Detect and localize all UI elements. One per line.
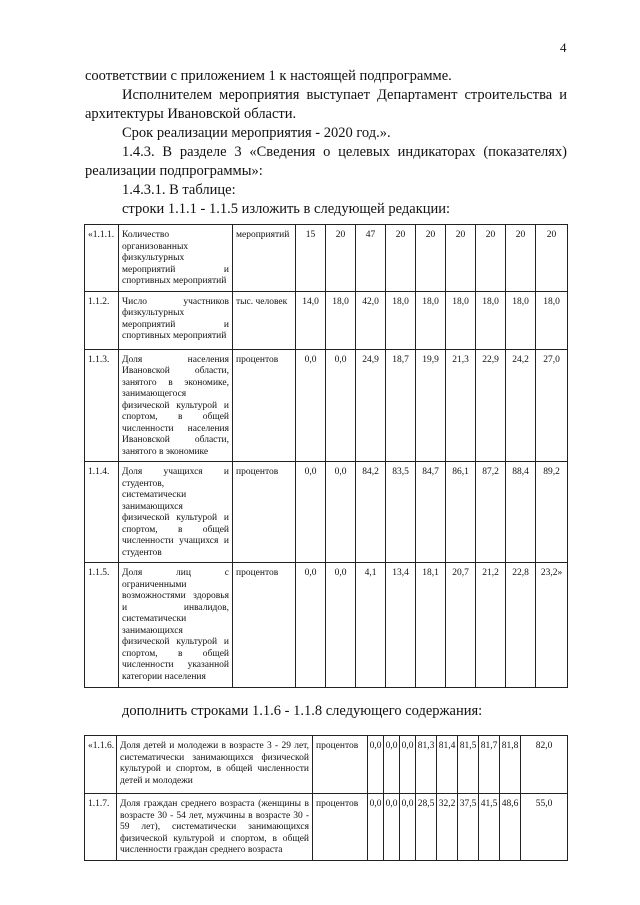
indicator-name: Доля населения Ивановской области, занятого в экономике, занимающегося физической культурой и спортом, в общей численности населения Ивановской области, занятого в экономике — [119, 349, 233, 462]
table-row — [85, 736, 568, 794]
value-cell: 81,8 — [500, 736, 521, 794]
value-cell: 18,1 — [416, 563, 446, 688]
paragraph-table-note: 1.4.3.1. В таблице: — [122, 182, 236, 198]
paragraph-executor: Исполнителем мероприятия выступает Департамент строительства и архитектуры Ивановской области. — [85, 87, 567, 122]
value-cell: 83,5 — [386, 462, 416, 563]
value-cell: 84,7 — [416, 462, 446, 563]
value-cell: 18,0 — [536, 291, 568, 349]
value-cell: 0,0 — [326, 349, 356, 462]
value-cell: 18,0 — [386, 291, 416, 349]
unit: тыс. человек — [233, 291, 296, 349]
value-cell: 23,2» — [536, 563, 568, 688]
unit: процентов — [313, 794, 368, 861]
value-cell: 48,6 — [500, 794, 521, 861]
value-cell: 0,0 — [326, 462, 356, 563]
value-cell: 20 — [416, 225, 446, 292]
value-cell: 41,5 — [479, 794, 500, 861]
value-cell: 18,0 — [326, 291, 356, 349]
row-number: «1.1.1. — [85, 225, 119, 292]
value-cell: 0,0 — [400, 736, 416, 794]
value-cell: 47 — [356, 225, 386, 292]
value-cell: 81,4 — [437, 736, 458, 794]
paragraph-rows-edit: строки 1.1.1 - 1.1.5 изложить в следующей редакции: — [122, 201, 451, 217]
value-cell: 18,0 — [476, 291, 506, 349]
value-cell: 0,0 — [296, 462, 326, 563]
value-cell: 37,5 — [458, 794, 479, 861]
value-cell: 24,2 — [506, 349, 536, 462]
value-cell: 0,0 — [296, 349, 326, 462]
value-cell: 21,3 — [446, 349, 476, 462]
value-cell: 0,0 — [384, 736, 400, 794]
value-cell: 28,5 — [416, 794, 437, 861]
value-cell: 0,0 — [384, 794, 400, 861]
indicator-name: Доля учащихся и студентов, систематически занимающихся физической культурой и спортом, в общей численности учащихся и студентов — [119, 462, 233, 563]
table-row — [85, 462, 568, 563]
value-cell: 89,2 — [536, 462, 568, 563]
value-cell: 13,4 — [386, 563, 416, 688]
value-cell: 21,2 — [476, 563, 506, 688]
value-cell: 88,4 — [506, 462, 536, 563]
value-cell: 81,3 — [416, 736, 437, 794]
unit: процентов — [313, 736, 368, 794]
unit: мероприятий — [233, 225, 296, 292]
value-cell: 20 — [506, 225, 536, 292]
paragraph-section-3: 1.4.3. В разделе 3 «Сведения о целевых индикаторах (показателях) реализации подпрограммы»: — [85, 144, 567, 179]
table-row — [85, 349, 568, 462]
value-cell: 86,1 — [446, 462, 476, 563]
indicators-table-2 — [84, 735, 568, 861]
unit: процентов — [233, 349, 296, 462]
row-number: 1.1.5. — [85, 563, 119, 688]
value-cell: 15 — [296, 225, 326, 292]
value-cell: 0,0 — [400, 794, 416, 861]
value-cell: 22,9 — [476, 349, 506, 462]
value-cell: 81,7 — [479, 736, 500, 794]
value-cell: 18,0 — [416, 291, 446, 349]
value-cell: 84,2 — [356, 462, 386, 563]
indicators-table-1 — [84, 224, 568, 688]
row-number: 1.1.2. — [85, 291, 119, 349]
value-cell: 0,0 — [326, 563, 356, 688]
indicator-name: Доля лиц с ограниченными возможностями здоровья и инвалидов, систематически занимающихся физической культурой и спортом, в общей численности указанной категории населения — [119, 563, 233, 688]
paragraph-add-rows: дополнить строками 1.1.6 - 1.1.8 следующего содержания: — [122, 703, 483, 719]
table-row — [85, 563, 568, 688]
indicator-name: Число участников физкультурных мероприятий и спортивных мероприятий — [119, 291, 233, 349]
page-number: 4 — [560, 40, 567, 55]
paragraph-term: Срок реализации мероприятия - 2020 год.». — [122, 125, 391, 141]
value-cell: 18,0 — [446, 291, 476, 349]
value-cell: 81,5 — [458, 736, 479, 794]
value-cell: 42,0 — [356, 291, 386, 349]
value-cell: 0,0 — [368, 736, 384, 794]
value-cell: 4,1 — [356, 563, 386, 688]
value-cell: 27,0 — [536, 349, 568, 462]
value-cell: 24,9 — [356, 349, 386, 462]
value-cell: 18,7 — [386, 349, 416, 462]
value-cell: 20,7 — [446, 563, 476, 688]
value-cell: 32,2 — [437, 794, 458, 861]
row-number: «1.1.6. — [85, 736, 117, 794]
indicator-name: Доля граждан среднего возраста (женщины в возрасте 30 - 54 лет, мужчины в возрасте 30 - 59 лет), систематически занимающихся физической культурой и спортом, в общей численности граждан среднего возраста — [117, 794, 313, 861]
value-cell: 20 — [446, 225, 476, 292]
table-row — [85, 794, 568, 861]
value-cell: 55,0 — [521, 794, 568, 861]
indicator-name: Количество организованных физкультурных мероприятий и спортивных мероприятий — [119, 225, 233, 292]
value-cell: 19,9 — [416, 349, 446, 462]
value-cell: 0,0 — [296, 563, 326, 688]
indicator-name: Доля детей и молодежи в возрасте 3 - 29 лет, систематически занимающихся физической культурой и спортом, в общей численности детей и молодежи — [117, 736, 313, 794]
value-cell: 20 — [476, 225, 506, 292]
value-cell: 20 — [326, 225, 356, 292]
row-number: 1.1.3. — [85, 349, 119, 462]
value-cell: 87,2 — [476, 462, 506, 563]
unit: процентов — [233, 462, 296, 563]
row-number: 1.1.7. — [85, 794, 117, 861]
value-cell: 14,0 — [296, 291, 326, 349]
table-row — [85, 291, 568, 349]
table-row — [85, 225, 568, 292]
value-cell: 82,0 — [521, 736, 568, 794]
value-cell: 20 — [386, 225, 416, 292]
value-cell: 22,8 — [506, 563, 536, 688]
unit: процентов — [233, 563, 296, 688]
value-cell: 18,0 — [506, 291, 536, 349]
paragraph-continuation: соответствии с приложением 1 к настоящей подпрограмме. — [85, 68, 452, 84]
value-cell: 20 — [536, 225, 568, 292]
row-number: 1.1.4. — [85, 462, 119, 563]
value-cell: 0,0 — [368, 794, 384, 861]
